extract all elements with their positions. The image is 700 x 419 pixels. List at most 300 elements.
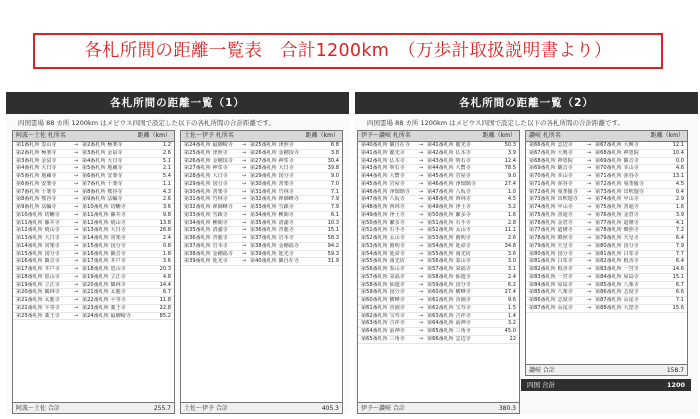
from-temple: 第65番札所 三角寺 [361, 335, 405, 342]
table-row [13, 282, 174, 290]
table-row [358, 150, 519, 158]
from-temple: 第26番札所 金剛頂寺 [184, 157, 233, 164]
arrow-icon: → [586, 142, 592, 148]
to-temple: 第23番札所 薬王寺 [82, 304, 126, 311]
distance-value: 45.0 [504, 328, 516, 334]
arrow-icon: → [73, 258, 79, 265]
arrow-icon: → [418, 165, 424, 172]
column-header-temple: 伊予〜讃岐 札所名 [361, 132, 411, 139]
distance-value: 7.1 [330, 188, 339, 195]
arrow-icon: → [418, 180, 424, 187]
arrow-icon: → [418, 188, 424, 195]
distance-value: 1.6 [675, 204, 684, 210]
grand-total-value: 1200 [666, 381, 685, 389]
table-row [13, 212, 174, 220]
table-row [526, 258, 687, 266]
arrow-icon: → [73, 227, 79, 234]
from-temple: 第29番札所 国分寺 [184, 180, 228, 187]
distance-value: 4.8 [162, 273, 171, 280]
from-temple: 第68番札所 神恵院 [529, 157, 573, 164]
to-temple: 第22番札所 平等寺 [82, 297, 126, 303]
table-row [526, 173, 687, 181]
to-temple: 第47番札所 八坂寺 [427, 188, 471, 195]
from-temple: 第83番札所 一宮寺 [529, 273, 573, 280]
distance-value: 6.6 [675, 289, 684, 296]
arrow-icon: → [73, 242, 79, 249]
to-temple: 第86番札所 志度寺 [595, 289, 639, 296]
table-row [358, 243, 519, 251]
distance-value: 7.2 [675, 227, 684, 234]
to-temple: 第77番札所 道隆寺 [595, 219, 639, 226]
distance-value: 12.4 [504, 157, 516, 164]
arrow-icon: → [73, 281, 79, 288]
arrow-icon: → [586, 196, 592, 203]
arrow-icon: → [586, 227, 592, 234]
to-temple: 第26番札所 金剛頂寺 [250, 149, 299, 156]
distance-value: 3.6 [507, 250, 516, 257]
to-temple: 第63番札所 吉祥寺 [427, 312, 471, 319]
distance-value: 5.1 [162, 157, 171, 164]
to-temple: 第78番札所 郷照寺 [595, 227, 639, 234]
from-temple: 第86番札所 志度寺 [529, 297, 573, 303]
distance-value: 13.1 [672, 173, 684, 179]
to-temple: 第3番札所 金泉寺 [82, 149, 123, 156]
arrow-icon: → [241, 258, 247, 265]
table-row [358, 289, 519, 297]
from-temple: 第80番札所 国分寺 [529, 250, 573, 257]
distance-value: 34.8 [504, 242, 516, 249]
arrow-icon: → [586, 304, 592, 311]
distance-value: 1.5 [507, 304, 516, 311]
from-temple: 第19番札所 立江寺 [16, 281, 60, 288]
distance-value: 26.8 [159, 227, 171, 234]
to-temple: 第80番札所 国分寺 [595, 242, 639, 249]
from-temple: 第39番札所 延光寺 [184, 258, 228, 265]
subtotal-label: 讃岐 合計 [529, 367, 555, 374]
arrow-icon: → [418, 312, 424, 319]
table-row [358, 251, 519, 259]
table-row [181, 235, 342, 243]
arrow-icon: → [586, 281, 592, 288]
from-temple: 第67番札所 大興寺 [529, 149, 573, 156]
table-row [358, 297, 519, 305]
table-header [526, 131, 687, 142]
to-temple: 第66番札所 雲辺寺 [427, 335, 471, 342]
table-row [181, 181, 342, 189]
from-temple: 第36番札所 青龍寺 [184, 235, 228, 241]
arrow-icon: → [418, 173, 424, 179]
to-temple: 第73番札所 出釈迦寺 [595, 188, 644, 195]
from-temple: 第84番札所 屋島寺 [529, 281, 573, 288]
from-temple: 第30番札所 善楽寺 [184, 188, 228, 195]
distance-value: 15.1 [672, 273, 684, 280]
table-row [526, 204, 687, 212]
from-temple: 第58番札所 仙遊寺 [361, 281, 405, 288]
table-row [358, 173, 519, 181]
table-row [13, 142, 174, 150]
distance-value: 3.6 [162, 204, 171, 210]
from-temple: 第31番札所 竹林寺 [184, 196, 228, 203]
from-temple: 第6番札所 安楽寺 [16, 180, 57, 187]
arrow-icon: → [73, 273, 79, 280]
distance-value: 14.6 [672, 266, 684, 272]
arrow-icon: → [73, 289, 79, 296]
table-row [358, 328, 519, 336]
arrow-icon: → [418, 227, 424, 234]
distance-value: 39.8 [327, 165, 339, 172]
arrow-icon: → [73, 312, 79, 319]
table-row [13, 297, 174, 305]
from-temple: 第49番札所 浄土寺 [361, 211, 405, 218]
table-row [358, 181, 519, 189]
to-temple: 第53番札所 圓明寺 [427, 235, 471, 241]
arrow-icon: → [241, 242, 247, 249]
distance-value: 59.3 [327, 250, 339, 257]
grand-total-label: 四国 合計 [527, 381, 556, 389]
to-temple: 第64番札所 前神寺 [427, 320, 471, 327]
distance-value: 58.3 [327, 235, 339, 241]
arrow-icon: → [241, 196, 247, 203]
distance-value: 22.8 [159, 304, 171, 311]
arrow-icon: → [418, 157, 424, 164]
to-temple: 第32番札所 禅師峰寺 [250, 196, 299, 203]
distance-value: 2.8 [507, 219, 516, 226]
to-temple: 第82番札所 根香寺 [595, 258, 639, 265]
column-header-temple: 土佐〜伊予 札所名 [184, 132, 234, 139]
from-temple: 第77番札所 道隆寺 [529, 227, 573, 234]
distance-value: 3.9 [507, 149, 516, 156]
arrow-icon: → [586, 219, 592, 226]
subtotal-value: 255.7 [153, 405, 171, 412]
table-row [526, 181, 687, 189]
distance-value: 6.2 [507, 281, 516, 288]
arrow-icon: → [418, 235, 424, 241]
to-temple: 第58番札所 仙遊寺 [427, 273, 471, 280]
table-row [526, 189, 687, 197]
from-temple: 第18番札所 恩山寺 [16, 273, 60, 280]
table-row [526, 235, 687, 243]
to-temple: 第48番札所 西林寺 [427, 196, 471, 203]
arrow-icon: → [586, 273, 592, 280]
table-row [13, 305, 174, 313]
distance-value: 6.8 [330, 142, 339, 148]
arrow-icon: → [586, 204, 592, 210]
to-temple: 第27番札所 神峯寺 [250, 157, 294, 164]
from-temple: 第40番札所 観自在寺 [361, 142, 410, 148]
from-temple: 第22番札所 平等寺 [16, 304, 60, 311]
arrow-icon: → [73, 173, 79, 179]
arrow-icon: → [586, 250, 592, 257]
distance-value: 0.0 [675, 157, 684, 164]
to-temple: 第59番札所 国分寺 [427, 281, 471, 288]
arrow-icon: → [418, 219, 424, 226]
table-row [13, 274, 174, 282]
distance-value: 2.6 [507, 235, 516, 241]
distance-value: 5.4 [162, 173, 171, 179]
subtotal-value: 158.7 [666, 367, 684, 374]
distance-value: 7.7 [675, 250, 684, 257]
table-row [358, 212, 519, 220]
to-temple: 第37番札所 岩本寺 [250, 235, 294, 241]
to-temple: 第36番札所 青龍寺 [250, 227, 294, 234]
distance-value: 13.8 [159, 219, 171, 226]
distance-value: 9.6 [507, 297, 516, 303]
to-temple: 第44番札所 大寳寺 [427, 165, 471, 172]
arrow-icon: → [418, 328, 424, 334]
arrow-icon: → [418, 273, 424, 280]
arrow-icon: → [73, 219, 79, 226]
from-temple: 第45番札所 岩屋寺 [361, 180, 405, 187]
to-temple: 第70番札所 本山寺 [595, 165, 639, 172]
arrow-icon: → [586, 211, 592, 218]
to-temple: 第81番札所 白峯寺 [595, 250, 639, 257]
arrow-icon: → [418, 149, 424, 156]
distance-value: 85.2 [159, 312, 171, 319]
from-temple: 第85番札所 八栗寺 [529, 289, 573, 296]
distance-value: 4.5 [675, 180, 684, 187]
arrow-icon: → [418, 266, 424, 272]
to-temple: 第65番札所 三角寺 [427, 328, 471, 334]
from-temple: 第82番札所 根香寺 [529, 266, 573, 272]
table-row [181, 196, 342, 204]
from-temple: 第56番札所 泰山寺 [361, 266, 405, 272]
from-temple: 第10番札所 切幡寺 [16, 211, 60, 218]
from-temple: 第50番札所 繁多寺 [361, 219, 405, 226]
table-header [358, 131, 519, 142]
from-temple: 第69番札所 観音寺 [529, 165, 573, 172]
from-temple: 第71番札所 弥谷寺 [529, 180, 573, 187]
to-temple: 第16番札所 観音寺 [82, 250, 126, 257]
distance-table-awa-tosa [12, 130, 175, 414]
from-temple: 第44番札所 大寳寺 [361, 173, 405, 179]
distance-value: 9.0 [330, 173, 339, 179]
distance-value: 27.4 [504, 180, 516, 187]
arrow-icon: → [73, 266, 79, 272]
arrow-icon: → [73, 142, 79, 148]
distance-sheet-2 [355, 92, 698, 414]
table-row [13, 173, 174, 181]
arrow-icon: → [73, 188, 79, 195]
table-row [13, 189, 174, 197]
distance-value: 12.1 [672, 142, 684, 148]
distance-value: 3.6 [162, 258, 171, 265]
distance-value: 9.8 [162, 211, 171, 218]
table-row [181, 251, 342, 259]
to-temple: 第43番札所 明石寺 [427, 157, 471, 164]
from-temple: 第27番札所 神峯寺 [184, 165, 228, 172]
arrow-icon: → [418, 304, 424, 311]
to-temple: 第72番札所 曼荼羅寺 [595, 180, 644, 187]
table-row [13, 150, 174, 158]
distance-value: 11.8 [159, 297, 171, 303]
distance-value: 9.0 [507, 173, 516, 179]
arrow-icon: → [586, 258, 592, 265]
from-temple: 第16番札所 観音寺 [16, 258, 60, 265]
arrow-icon: → [586, 266, 592, 272]
from-temple: 第47番札所 八坂寺 [361, 196, 405, 203]
distance-value: 7.9 [330, 204, 339, 210]
from-temple: 第73番札所 出釈迦寺 [529, 196, 578, 203]
column-header-distance: 距離（km） [305, 132, 339, 139]
subtotal-label: 阿波〜土佐 合計 [16, 405, 60, 412]
from-temple: 第7番札所 十楽寺 [16, 188, 57, 195]
from-temple: 第42番札所 仏木寺 [361, 157, 405, 164]
to-temple: 第62番札所 宝寿寺 [427, 304, 471, 311]
distance-value: 15.6 [672, 304, 684, 311]
arrow-icon: → [73, 211, 79, 218]
arrow-icon: → [241, 227, 247, 234]
to-temple: 第49番札所 浄土寺 [427, 204, 471, 210]
to-temple: 第21番札所 太龍寺 [82, 289, 126, 296]
distance-value: 10.4 [672, 149, 684, 156]
distance-value: 3.9 [675, 211, 684, 218]
to-temple: 第8番札所 熊谷寺 [82, 188, 123, 195]
to-temple: 第24番札所 最御崎寺 [82, 312, 131, 319]
table-row [13, 251, 174, 259]
table-row [13, 313, 174, 321]
arrow-icon: → [241, 188, 247, 195]
table-row [526, 297, 687, 305]
table-row [13, 158, 174, 166]
distance-value: 6.4 [675, 258, 684, 265]
distance-value: 2.6 [162, 196, 171, 203]
arrow-icon: → [418, 196, 424, 203]
to-temple: 第74番札所 甲山寺 [595, 196, 639, 203]
subtotal-value: 380.3 [498, 405, 516, 412]
from-temple: 第87番札所 長尾寺 [529, 304, 573, 311]
arrow-icon: → [418, 297, 424, 303]
to-temple: 第83番札所 一宮寺 [595, 266, 639, 272]
from-temple: 第79番札所 天皇寺 [529, 242, 573, 249]
arrow-icon: → [418, 320, 424, 327]
table-row [358, 336, 519, 344]
arrow-icon: → [241, 211, 247, 218]
table-row [181, 220, 342, 228]
table-row [526, 305, 687, 313]
distance-value: 2.6 [162, 149, 171, 156]
distance-table-sanuki [525, 130, 688, 376]
table-row [181, 165, 342, 173]
table-footer [181, 402, 342, 413]
from-temple: 第28番札所 大日寺 [184, 173, 228, 179]
distance-value: 7.9 [675, 242, 684, 249]
table-footer [526, 364, 687, 375]
from-temple: 第12番札所 焼山寺 [16, 227, 60, 234]
arrow-icon: → [241, 219, 247, 226]
from-temple: 第53番札所 圓明寺 [361, 242, 405, 249]
to-temple: 第14番札所 常楽寺 [82, 235, 126, 241]
arrow-icon: → [586, 165, 592, 172]
table-body [358, 142, 519, 344]
to-temple: 第7番札所 十楽寺 [82, 180, 123, 187]
table-row [358, 189, 519, 197]
distance-value: 2.9 [675, 196, 684, 203]
distance-value: 50.3 [504, 142, 516, 148]
to-temple: 第75番札所 善通寺 [595, 204, 639, 210]
from-temple: 第78番札所 郷照寺 [529, 235, 573, 241]
from-temple: 第70番札所 本山寺 [529, 173, 573, 179]
from-temple: 第3番札所 金泉寺 [16, 157, 57, 164]
table-row [526, 220, 687, 228]
arrow-icon: → [418, 289, 424, 296]
to-temple: 第79番札所 天皇寺 [595, 235, 639, 241]
arrow-icon: → [73, 304, 79, 311]
to-temple: 第38番札所 金剛福寺 [250, 242, 299, 249]
to-temple: 第33番札所 雪蹊寺 [250, 204, 294, 210]
to-temple: 第18番札所 恩山寺 [82, 266, 126, 272]
table-header [181, 131, 342, 142]
to-temple: 第17番札所 井戸寺 [82, 258, 126, 265]
arrow-icon: → [241, 165, 247, 172]
distance-value: 6.7 [675, 281, 684, 288]
table-row [358, 196, 519, 204]
from-temple: 第23番札所 薬王寺 [16, 312, 60, 319]
subtotal-value: 405.3 [321, 405, 339, 412]
table-row [181, 189, 342, 197]
from-temple: 第9番札所 法輪寺 [16, 204, 57, 210]
distance-value: 78.5 [504, 165, 516, 172]
to-temple: 第10番札所 切幡寺 [82, 204, 126, 210]
to-temple: 第12番札所 焼山寺 [82, 219, 126, 226]
arrow-icon: → [73, 157, 79, 164]
table-row [13, 196, 174, 204]
column-header-temple: 讃岐 札所名 [529, 132, 561, 139]
table-row [526, 227, 687, 235]
arrow-icon: → [418, 258, 424, 265]
from-temple: 第66番札所 雲辺寺 [529, 142, 573, 148]
to-temple: 第39番札所 延光寺 [250, 250, 294, 257]
to-temple: 第11番札所 藤井寺 [82, 211, 126, 218]
from-temple: 第38番札所 金剛福寺 [184, 250, 233, 257]
table-row [181, 243, 342, 251]
table-footer [358, 402, 519, 413]
table-row [358, 204, 519, 212]
distance-value: 3.2 [507, 320, 516, 327]
table-row [181, 204, 342, 212]
table-row [13, 227, 174, 235]
to-temple: 第56番札所 泰山寺 [427, 258, 471, 265]
arrow-icon: → [73, 196, 79, 203]
to-temple: 第88番札所 大窪寺 [595, 304, 639, 311]
to-temple: 第51番札所 石手寺 [427, 219, 471, 226]
distance-table-tosa-iyo [180, 130, 343, 414]
distance-value: 15.1 [327, 227, 339, 234]
distance-value: 30.4 [327, 157, 339, 164]
to-temple: 第60番札所 横峰寺 [427, 289, 471, 296]
to-temple: 第42番札所 仏木寺 [427, 149, 471, 156]
from-temple: 第24番札所 最御崎寺 [184, 142, 233, 148]
from-temple: 第5番札所 地蔵寺 [16, 173, 57, 179]
table-row [13, 258, 174, 266]
table-row [13, 243, 174, 251]
sheet-title: 各札所間の距離一覧（1） [6, 92, 349, 114]
from-temple: 第64番札所 前神寺 [361, 328, 405, 334]
from-temple: 第14番札所 常楽寺 [16, 242, 60, 249]
document-title-banner: 各札所間の距離一覧表 合計1200km （万歩計取扱説明書より） [33, 33, 663, 69]
table-row [13, 165, 174, 173]
table-row [13, 235, 174, 243]
to-temple: 第30番札所 善楽寺 [250, 180, 294, 187]
arrow-icon: → [73, 235, 79, 241]
from-temple: 第46番札所 浄瑠璃寺 [361, 188, 410, 195]
subtotal-label: 土佐〜伊予 合計 [184, 405, 228, 412]
table-row [358, 320, 519, 328]
arrow-icon: → [73, 165, 79, 172]
distance-value: 2.4 [162, 235, 171, 241]
distance-value: 2.4 [507, 273, 516, 280]
arrow-icon: → [586, 235, 592, 241]
to-temple: 第54番札所 延命寺 [427, 242, 471, 249]
